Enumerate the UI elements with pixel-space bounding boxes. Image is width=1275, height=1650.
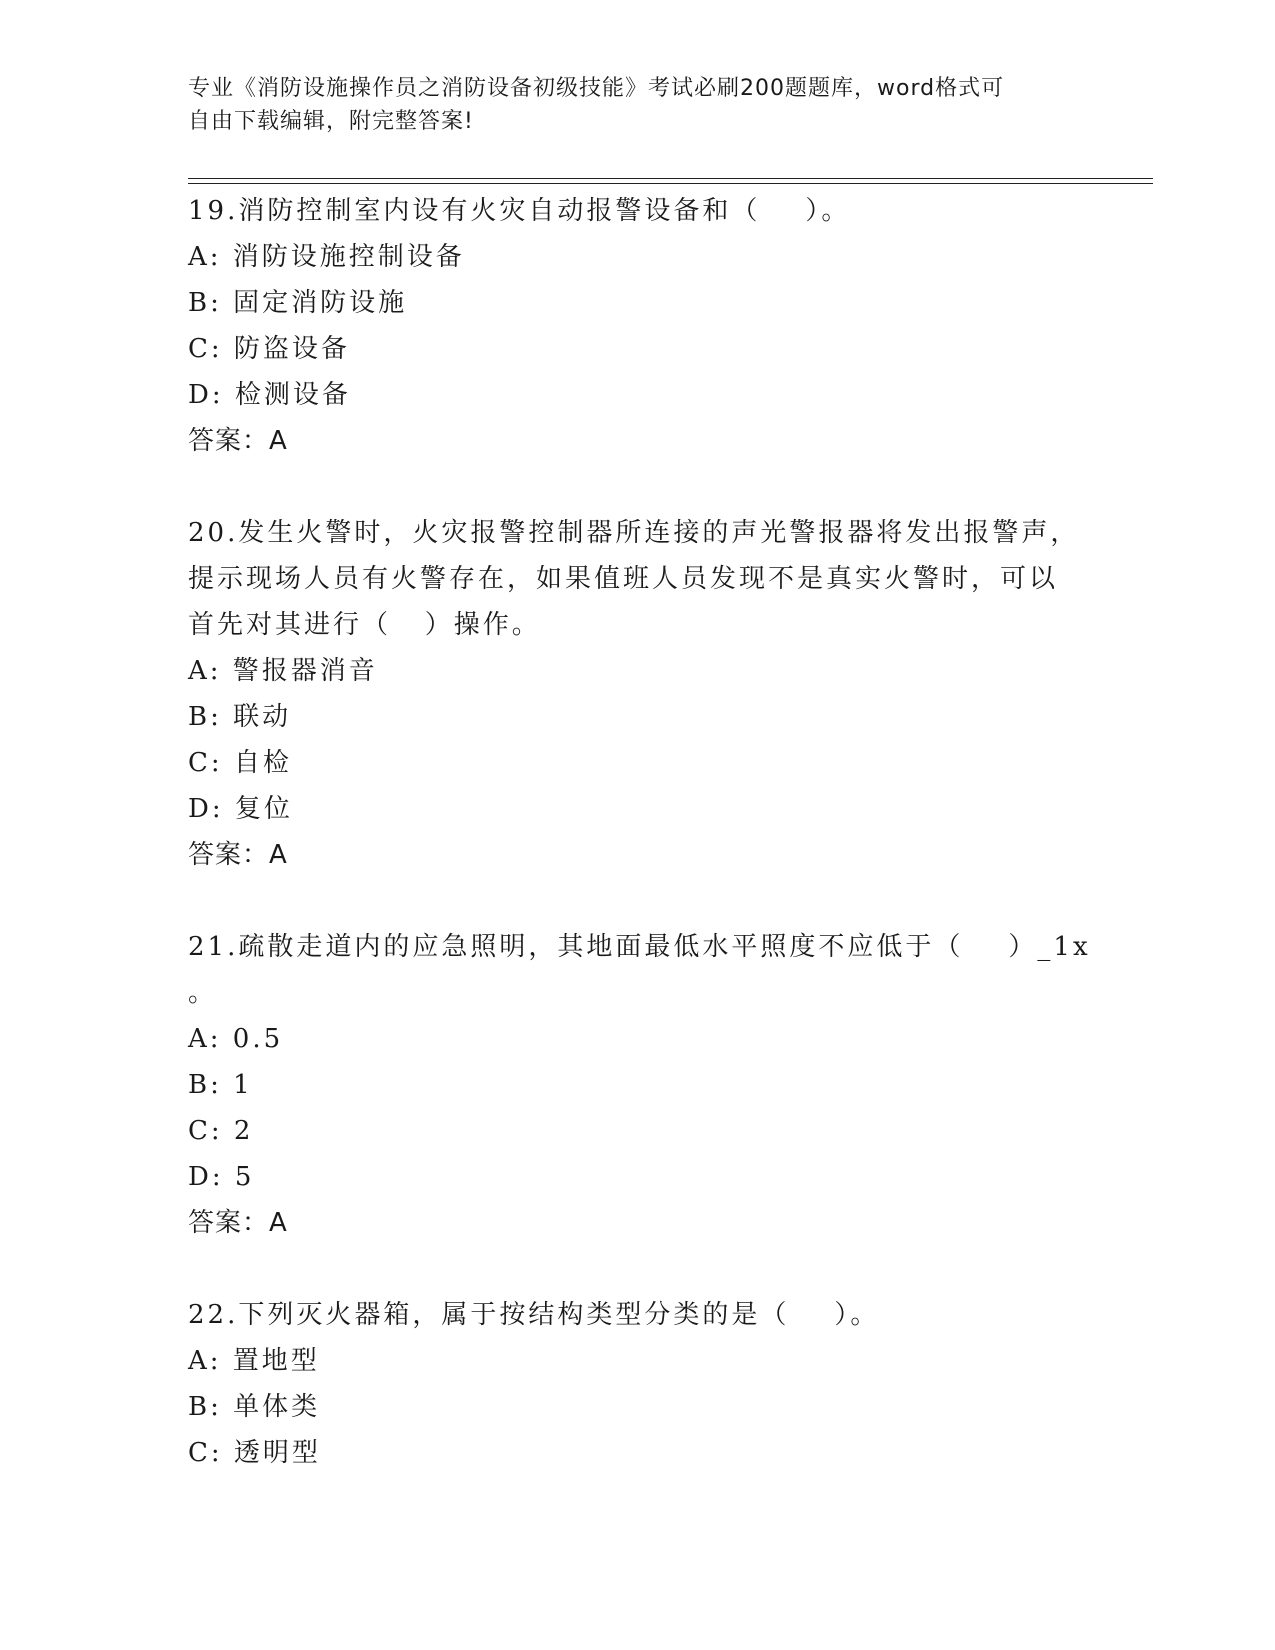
option-b: B: 单体类 [188, 1392, 321, 1422]
option-b: B: 1 [188, 1070, 253, 1100]
option-c: C: 自检 [188, 748, 292, 778]
option-b: B: 固定消防设施 [188, 288, 408, 318]
question-stem: 21.疏散走道内的应急照明，其地面最低水平照度不应低于（ ）_1x [188, 932, 1091, 962]
header-line-1: 专业《消防设施操作员之消防设备初级技能》考试必刷200题题库，word格式可 [188, 76, 1005, 101]
option-d: D: 复位 [188, 794, 293, 824]
question-21 [188, 924, 1091, 1246]
question-stem-continued: 。 [188, 978, 218, 1008]
answer: 答案：A [188, 840, 288, 870]
question-stem: 22.下列灭火器箱，属于按结构类型分类的是（ ）。 [188, 1300, 880, 1330]
question-20 [188, 510, 1088, 878]
option-a: A: 警报器消音 [188, 656, 378, 686]
spacer [188, 878, 1088, 924]
option-d: D: 5 [188, 1162, 255, 1192]
spacer [188, 1246, 1088, 1292]
question-22 [188, 1292, 1088, 1476]
header-divider-top [188, 178, 1153, 179]
question-list [188, 188, 1091, 1476]
option-c: C: 2 [188, 1116, 254, 1146]
option-c: C: 防盗设备 [188, 334, 350, 364]
option-d: D: 检测设备 [188, 380, 351, 410]
option-a: A: 置地型 [188, 1346, 320, 1376]
question-stem-continued: 首先对其进行（ ）操作。 [188, 610, 541, 640]
header-line-2: 自由下载编辑，附完整答案! [188, 109, 474, 134]
option-c: C: 透明型 [188, 1438, 321, 1468]
question-stem-continued: 提示现场人员有火警存在，如果值班人员发现不是真实火警时，可以 [188, 564, 1059, 594]
answer: 答案：A [188, 1208, 288, 1238]
option-a: A: 0.5 [188, 1024, 284, 1054]
option-a: A: 消防设施控制设备 [188, 242, 465, 272]
document-header [188, 72, 1088, 138]
answer: 答案：A [188, 426, 288, 456]
spacer [188, 464, 1088, 510]
question-19 [188, 188, 1088, 464]
question-stem: 19.消防控制室内设有火灾自动报警设备和（ ）。 [188, 196, 851, 226]
option-b: B: 联动 [188, 702, 292, 732]
question-stem: 20.发生火警时，火灾报警控制器所连接的声光警报器将发出报警声， [188, 518, 1080, 548]
header-divider-bottom [188, 183, 1153, 184]
